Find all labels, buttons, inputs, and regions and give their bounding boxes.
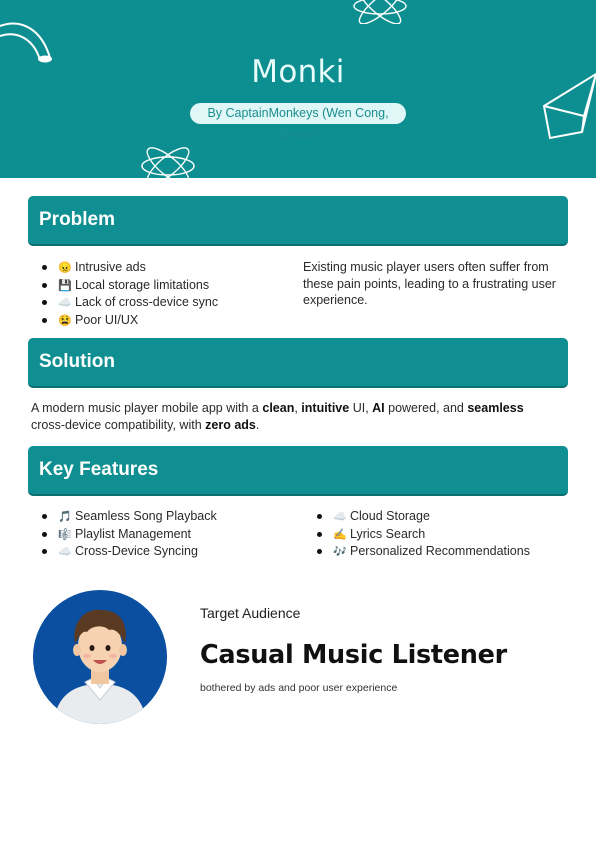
list-item	[36, 526, 296, 544]
list-item	[36, 543, 296, 561]
solution-emphasis: intuitive	[301, 401, 350, 415]
list-item-text: Cross-Device Syncing	[75, 544, 198, 559]
features-list-left	[36, 508, 296, 561]
audience-label: Target Audience	[200, 605, 301, 621]
header-banner	[0, 0, 596, 178]
cloud-icon: ☁️	[333, 511, 347, 523]
solution-text: powered, and	[384, 401, 468, 415]
list-item-text: Lack of cross-device sync	[75, 295, 219, 310]
list-item	[311, 543, 571, 561]
solution-emphasis: seamless	[467, 401, 524, 415]
audience-title: Casual Music Listener	[200, 640, 507, 670]
solution-section-header	[28, 338, 568, 388]
list-item-text: Local storage limitations	[75, 277, 210, 292]
list-item	[36, 277, 286, 295]
writing-hand-icon: ✍️	[333, 528, 347, 541]
solution-text: cross-device compatibility, with	[31, 417, 206, 432]
atom-decoration	[138, 146, 198, 178]
problem-heading: Problem	[39, 209, 116, 230]
solution-emphasis: clean	[262, 401, 295, 415]
page-title: Monki	[251, 54, 345, 90]
list-item	[311, 508, 571, 526]
avatar-illustration	[33, 590, 167, 724]
musical-score-icon: 🎼	[58, 528, 72, 541]
solution-text: ,	[294, 401, 302, 415]
solution-emphasis: zero ads	[205, 417, 256, 432]
features-list-right	[311, 508, 571, 561]
list-item-text: Intrusive ads	[75, 260, 146, 274]
list-item-text: Personalized Recommendations	[350, 544, 530, 559]
features-heading: Key Features	[39, 459, 159, 480]
list-item-text: Lyrics Search	[350, 526, 426, 541]
list-item	[36, 508, 296, 526]
solution-text: A modern music player mobile app with a	[31, 401, 263, 415]
music-note-icon: 🎵	[58, 511, 72, 523]
audience-subtitle: bothered by ads and poor user experience	[200, 682, 398, 694]
floppy-disk-icon: 💾	[58, 279, 72, 292]
author-badge: By CaptainMonkeys (Wen Cong, Derek)	[190, 103, 406, 124]
music-notes-icon: 🎶	[333, 546, 347, 559]
list-item-text: Poor UI/UX	[75, 312, 139, 327]
list-item-text: Cloud Storage	[350, 509, 430, 523]
atom-decoration	[350, 0, 410, 24]
problem-description: Existing music player users often suffer from these pain points, leading to a frustrating user experience.	[303, 260, 556, 308]
problem-section-header	[28, 196, 568, 246]
solution-heading: Solution	[39, 351, 115, 372]
list-item	[36, 294, 286, 312]
problem-list	[36, 259, 286, 329]
cloud-icon: ☁️	[58, 297, 72, 310]
avatar	[33, 590, 167, 724]
solution-emphasis: AI	[372, 401, 385, 415]
solution-description	[31, 400, 561, 433]
angry-face-icon: 😠	[58, 262, 72, 274]
list-item-text: Playlist Management	[75, 526, 192, 541]
tired-face-icon: 😫	[58, 314, 72, 327]
solution-text: .	[255, 417, 260, 432]
list-item	[311, 526, 571, 544]
solution-text: UI,	[349, 401, 373, 415]
cloud-icon: ☁️	[58, 546, 72, 559]
list-item	[36, 259, 286, 277]
list-item	[36, 312, 286, 330]
list-item-text: Seamless Song Playback	[75, 509, 217, 523]
features-section-header	[28, 446, 568, 496]
